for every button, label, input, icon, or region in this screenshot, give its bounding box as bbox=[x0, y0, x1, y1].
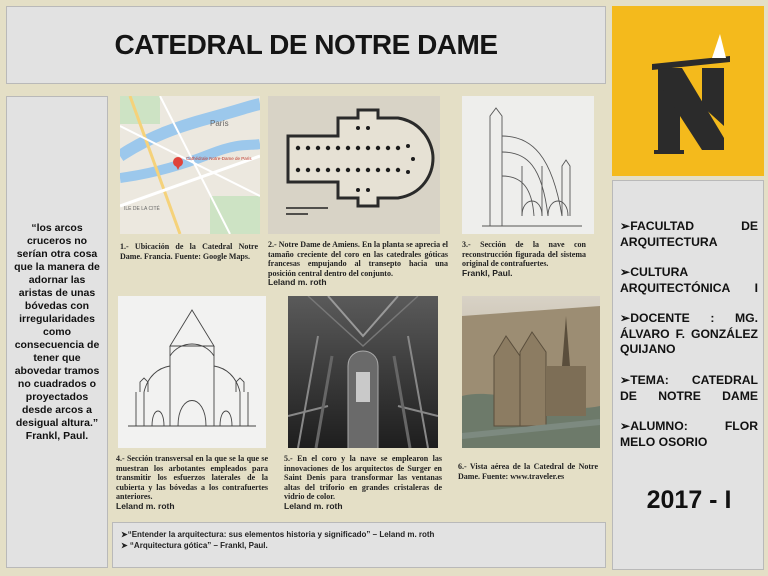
caption-2: 2.- Notre Dame de Amiens. En la planta se aprecia el tamaño creciente del coro en las catedrales góticas francesas empujando al transepto hacia una posición central dentro del conjunto. Leland m. roth bbox=[268, 240, 448, 287]
nave-section-image bbox=[462, 96, 594, 234]
reference-2: ➤ “Arquitectura gótica” – Frankl, Paul. bbox=[121, 541, 268, 550]
transverse-section-image bbox=[118, 296, 266, 448]
info-panel bbox=[612, 180, 764, 570]
map-label-cathedral: Cathédrale Notre-Dame de Paris bbox=[186, 156, 252, 161]
quote-text: “los arcos cruceros no serían otra cosa que la manera de adornar las aristas de unas bóvedas con irregularidades como consecuencia de tener que abovedar tramos no cuadrados o proyectados desde arcos a desigual altura.” Frankl, Paul. bbox=[14, 221, 100, 442]
year-label: 2017 - I bbox=[646, 486, 732, 514]
floor-plan-image bbox=[268, 96, 440, 234]
aerial-view-photo bbox=[462, 296, 600, 448]
caption-6: 6.- Vista aérea de la Catedral de Notre Dame. Fuente: www.traveler.es bbox=[458, 462, 598, 481]
references-box bbox=[112, 522, 606, 568]
page-title: CATEDRAL DE NOTRE DAME bbox=[114, 29, 498, 60]
map-label-paris: París bbox=[210, 119, 229, 128]
info-course: ➢CULTURA ARQUITECTÓNICA I bbox=[620, 265, 758, 295]
faculty-logo bbox=[612, 6, 764, 176]
quote-panel bbox=[6, 96, 108, 568]
location-map-image bbox=[120, 96, 260, 234]
info-topic: ➢TEMA: CATEDRAL DE NOTRE DAME bbox=[620, 373, 758, 403]
map-label-quarter: ILE DE LA CITÉ bbox=[124, 206, 160, 212]
caption-3: 3.- Sección de la nave con reconstrucción figurada del sistema original de contrafuertes. Frankl, Paul. bbox=[462, 240, 586, 278]
reference-1: ➤“Entender la arquitectura: sus elementos historia y significado” – Leland m. roth bbox=[121, 530, 435, 539]
info-teacher: ➢DOCENTE : MG. ÁLVARO F. GONZÁLEZ QUIJANO bbox=[620, 311, 758, 356]
info-faculty: ➢FACULTAD DE ARQUITECTURA bbox=[620, 219, 758, 249]
interior-nave-photo bbox=[288, 296, 438, 448]
caption-1: 1.- Ubicación de la Catedral Notre Dame. Francia. Fuente: Google Maps. bbox=[120, 242, 258, 261]
caption-4: 4.- Sección transversal en la que se la que se muestran los arbotantes empleados para transmitir los esfuerzos laterales de la cubierta y las bóvedas a los contrafuertes anteriores. Leland m. roth bbox=[116, 454, 268, 511]
title-bar bbox=[6, 6, 606, 84]
info-student: ➢ALUMNO: FLOR MELO OSORIO bbox=[620, 419, 758, 449]
caption-5: 5.- En el coro y la nave se emplearon las innovaciones de los arquitectos de Surger en Saint Denis para transformar las ventanas altas del triforio en grandes cristaleras de vidrio de color. Leland m. roth bbox=[284, 454, 442, 511]
logo-n-icon bbox=[612, 6, 764, 176]
